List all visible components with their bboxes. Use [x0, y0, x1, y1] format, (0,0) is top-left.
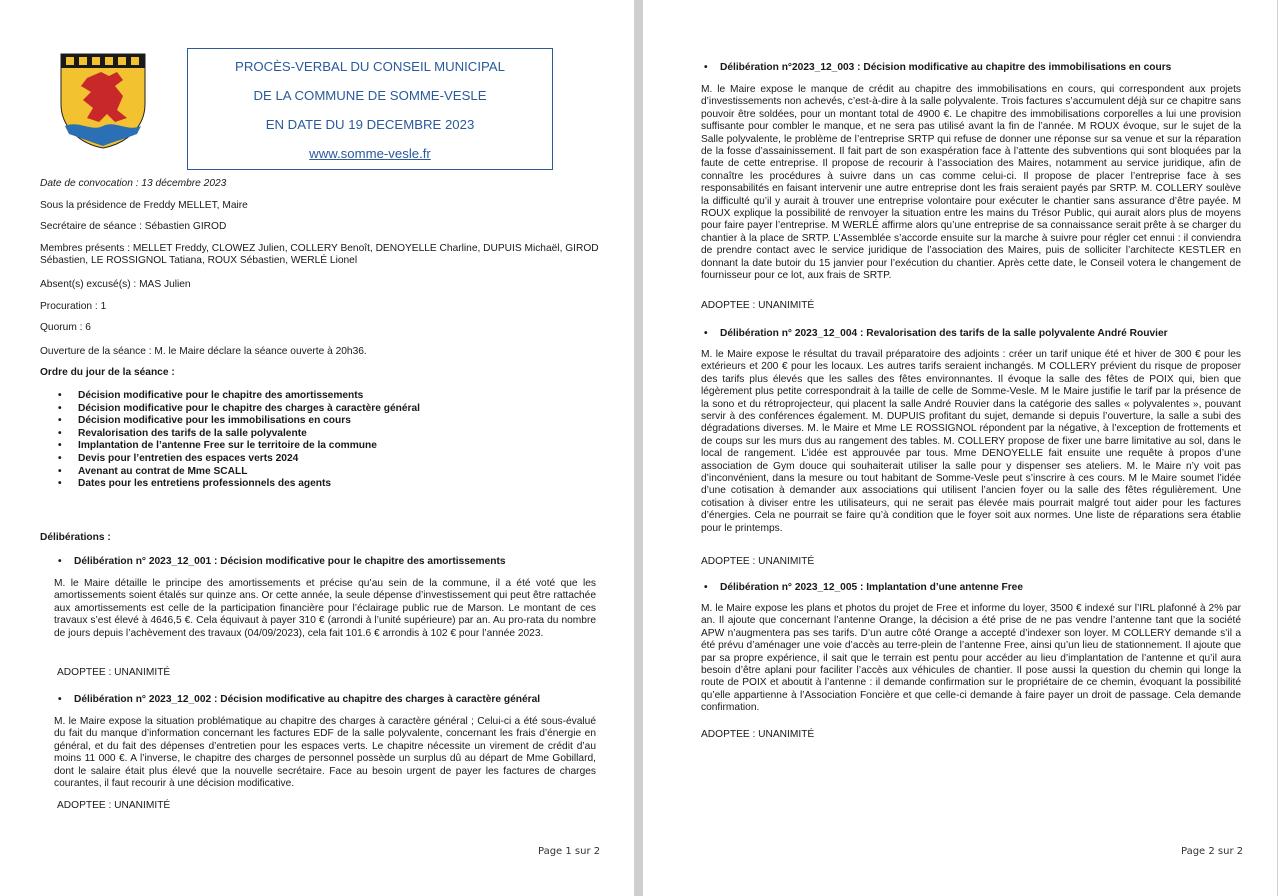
deliberation-002-heading	[58, 694, 540, 706]
secretaire: Secrétaire de séance : Sébastien GIROD	[40, 221, 227, 232]
title-line-3: EN DATE DU 19 DECEMBRE 2023	[265, 117, 475, 132]
agenda-item: • Revalorisation des tarifs de la salle polyvalente	[58, 428, 420, 441]
deliberation-001-heading	[58, 556, 506, 568]
heading-text: Délibération n° 2023_12_005 : Implantation d’une antenne Free	[720, 582, 1023, 593]
page-number: Page 1 sur 2	[538, 846, 601, 857]
convocation-date: Date de convocation : 13 décembre 2023	[40, 178, 227, 189]
heading-text: Délibération n°2023_12_003 : Décision modificative au chapitre des immobilisations en cours	[720, 62, 1172, 73]
heading-text: Délibération n° 2023_12_001 : Décision modificative pour le chapitre des amortissements	[74, 556, 506, 567]
deliberation-005-heading	[704, 582, 1023, 594]
deliberation-001-body: M. le Maire détaille le principe des amortissements et précise qu’au sein de la commune, il a été voté que les amortissements soient étalés sur quinze ans. Or cette année, la seule dépense d’investissement qui peut être rattachée aux amortissements est celle de la participation financière pour l’éclairage public rue de Marson. Le montant de ces travaux s’est élevé à 4646,5 €. Cela équivaut à payer 310 € (arrondi à l’unité supérieure) par an. Au pro-rata du nombre de jours depuis l’achèvement des travaux (04/09/2023), cela fait 101.6 € arrondis à 102 € pour l’année 2023.	[54, 578, 596, 639]
heading-text: Délibération n° 2023_12_002 : Décision modificative au chapitre des charges à caractère général	[74, 694, 541, 705]
title-box	[187, 48, 553, 170]
deliberation-005-result: ADOPTEE : UNANIMITÉ	[701, 729, 815, 740]
deliberation-001-result: ADOPTEE : UNANIMITÉ	[57, 667, 171, 678]
page-2	[643, 0, 1277, 896]
bullet-icon: •	[704, 582, 708, 593]
ouverture: Ouverture de la séance : M. le Maire déclare la séance ouverte à 20h36.	[40, 346, 367, 357]
bullet-icon: •	[704, 62, 708, 73]
agenda-item: • Décision modificative pour le chapitre des charges à caractère général	[58, 403, 420, 416]
coat-of-arms-logo	[57, 52, 149, 150]
deliberation-003-body: M. le Maire expose le manque de crédit au chapitre des immobilisations en cours, qui correspondent aux projets d’investissements non achevés, c’est-à-dire à la salle polyvalente. Trois factures s’accumulent déjà sur ce chapitre sans pouvoir être soldées, pour un montant total de 4900 €. Le chapitre des immobilisations corporelles a lui une provision suffisante pour combler le manque, et ne sera pas utilisé avant la fin de l’année. M ROUX évoque, sur le sujet de la Salle polyvalente, le problème de l’entreprise SRTP qui refuse de donner une réponse sur sa venue et sur la réparation de la fosse d’assainissement. Il fait part de son exaspération face à l’attente des subventions qui sont bloquées par la faute de cette entreprise. Il propose de recourir à l’association des Maires, notamment au service juridique, afin de connaître les procédures à suivre dans un cas comme celui-ci. Il propose de placer l’entreprise face à ses responsabilités en faisant intervenir une autre entreprise dont les frais seraient payés par SRTP. M. COLLERY soulève la difficulté qu’il y aurait à trouver une entreprise volontaire pour exécuter le chantier sans assurance d’être payée. M ROUX explique la possibilité de renvoyer la situation entre les mains du Trésor Public, qui aurait alors plus de moyens pour faire payer l’entreprise. M WERLÉ affirme alors qu’une entreprise de sa connaissance serait prête à se charger du chantier à la place de SRTP. L’Assemblée s’accorde ensuite sur la marche à suivre pour régler cet ennui : il conviendra de prendre contact avec le service juridique de l’association des Maires, puis de solliciter l’architecte KESTLER en donnant la date butoir du 15 janvier pour l’exécution du chantier. Après cette date, le Conseil votera le changement de fournisseur pour ce lot, aux frais de SRTP.	[701, 84, 1241, 282]
agenda-item: • Devis pour l’entretien des espaces verts 2024	[58, 453, 420, 466]
procuration: Procuration : 1	[40, 301, 107, 312]
deliberation-002-result: ADOPTEE : UNANIMITÉ	[57, 800, 171, 811]
website-link[interactable]: www.somme-vesle.fr	[309, 146, 431, 161]
bullet-icon: •	[58, 694, 62, 705]
agenda-item: • Décision modificative pour les immobilisations en cours	[58, 415, 420, 428]
agenda-item: • Décision modificative pour le chapitre des amortissements	[58, 390, 420, 403]
deliberation-003-heading	[704, 62, 1171, 74]
agenda-item: • Avenant au contrat de Mme SCALL	[58, 466, 420, 479]
page-1	[0, 0, 634, 896]
agenda-item: • Dates pour les entretiens professionnels des agents	[58, 478, 420, 491]
deliberation-002-body: M. le Maire expose la situation problématique au chapitre des charges à caractère général ; Celui-ci a été sous-évalué du fait du manque d’information concernant les factures EDF de la salle polyvalente, concernant les frais d’énergie en général, et du fait des dépenses d’entretien pour les espaces verts. Le chapitre nécessite un virement de crédit d’au moins 11 000 €. A l’inverse, le chapitre des charges de personnel possède un surplus dû au départ de Mme Gobillard, dont le salaire était plus élevé que la nouvelle secrétaire. Face au besoin urgent de payer les factures de charges courantes, il faut recourir à une décision modificative.	[54, 716, 596, 790]
heading-text: Délibération n° 2023_12_004 : Revalorisation des tarifs de la salle polyvalente André Rouvier	[720, 328, 1168, 339]
ordre-du-jour-title: Ordre du jour de la séance :	[40, 367, 175, 378]
title-line-2: DE LA COMMUNE DE SOMME-VESLE	[253, 88, 487, 103]
deliberation-005-body: M. le Maire expose les plans et photos du projet de Free et informe du loyer, 3500 € indexé sur l’IRL plafonné à 2% par an. Il ajoute que concernant l’antenne Orange, la décision a été prise de ne pas vendre l’antenne tant que la société APW n’augmentera pas ses tarifs. D’un autre côté Orange a accepté d’indexer son loyer. M COLLERY demande s’il a été prévu d’aménager une voie d’accès au terre-plein de l’antenne Free, ainsi qu’un lieu de stationnement. Il ajoute que par sa propre expérience, il sait que le terrain est pentu pour accéder au lieu d’implantation de l’antenne et qu’il aura besoin d’être aplani pour faciliter l’accès aux véhicules de chantier. Il pose aussi la question du chemin qui longe la route de POIX et aboutit à l’antenne : il demande confirmation sur le propriétaire de ce chemin, évoquant la possibilité qu’elle appartienne à l’Association Foncière et que celle-ci demande à faire payer un droit de passage. Cela demande confirmation.	[701, 603, 1241, 714]
bullet-icon: •	[58, 556, 62, 567]
bullet-icon: •	[704, 328, 708, 339]
agenda-item: • Implantation de l’antenne Free sur le territoire de la commune	[58, 440, 420, 453]
presidence: Sous la présidence de Freddy MELLET, Maire	[40, 200, 248, 211]
deliberation-004-body: M. le Maire expose le résultat du travail préparatoire des adjoints : créer un tarif unique été et hiver de 300 € pour les extérieurs et 200 € pour les locaux. Les autres tarifs seraient inchangés. M COLLERY prévient du risque de proposer des tarifs plus élevés que les salles des fêtes environnantes. Il évoque la salle des fêtes de POIX qui, bien que légèrement plus petite correspondrait à la taille de celle de Somme-Vesle. M le Maire justifie le tarif par la présence de la sono et du rétroprojecteur, qui placent la salle André Rouvier dans la catégorie des salles « polyvalentes », pouvant servir à des conférences également. M. DUPUIS profitant du sujet, demande si depuis l’ouverture, la salle a subi des dégradations diverses. M. le Maire et Mme LE ROSSIGNOL répondent par la négative, à l’exception de frottements et de coups sur les murs dus au rangement des tables. M. COLLERY propose de fixer une barre limitative au sol, dans le local de rangement. L’idée est approuvée par tous. Mme DENOYELLE fait ensuite une requête à propos d’une association de Gym douce qui souhaiterait utiliser la salle pour y dispenser ses ateliers. M. le Maire n’y voit pas d’inconvénient, dans la mesure ou tout habitant de Somme-Vesle peut s’inscrire à ces cours. M le Maire soumet l’idée d’une cotisation à demander aux associations qui utilisent l’ancien foyer ou la salle des fêtes régulièrement. Une cotisation à diviser entre les utilisateurs, qui ne serait pas élevée mais pourrait malgré tout aider pour les factures d’énergies. Cela ne pourrait se faire qu’à condition que le foyer soit aux normes. Une liste de réparations sera établie pour le printemps.	[701, 349, 1241, 534]
page-number: Page 2 sur 2	[1181, 846, 1244, 857]
page-gutter	[634, 0, 643, 896]
title-line-1: PROCÈS-VERBAL DU CONSEIL MUNICIPAL	[235, 59, 505, 74]
deliberation-004-result: ADOPTEE : UNANIMITÉ	[701, 556, 815, 567]
membres-presents: Membres présents : MELLET Freddy, CLOWEZ Julien, COLLERY Benoît, DENOYELLE Charline, DUPUIS Michaël, GIROD Sébastien, LE ROSSIGNOL Tatiana, ROUX Sébastien, WERLÉ Lionel	[40, 243, 599, 267]
quorum: Quorum : 6	[40, 322, 91, 333]
deliberation-003-result: ADOPTEE : UNANIMITÉ	[701, 300, 815, 311]
absents: Absent(s) excusé(s) : MAS Julien	[40, 279, 191, 290]
deliberations-title: Délibérations :	[40, 532, 111, 543]
deliberation-004-heading	[704, 328, 1168, 340]
agenda-list	[58, 390, 420, 491]
